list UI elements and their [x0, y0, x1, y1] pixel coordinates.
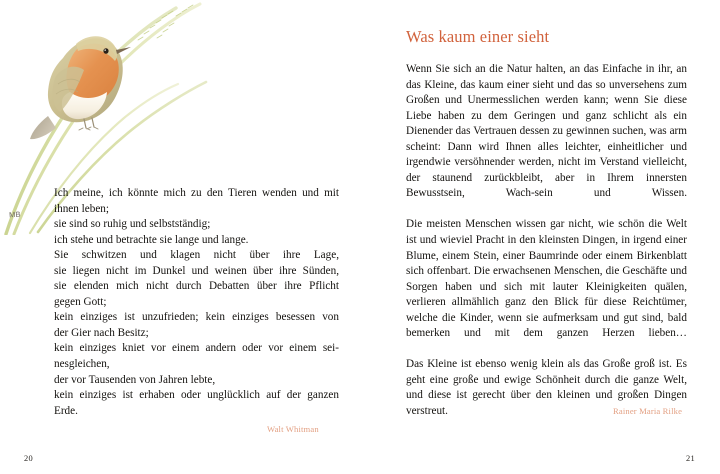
essay-paragraph: Wenn Sie sich an die Natur halten, an das Einfache in ihr, an das Kleine, das kaum einer sieht und das so unversehens zum Großen und Unermesslichen werden kann; wenn Sie diese Liebe haben zu dem Geringen und ganz schlicht als ein Dienender das Vertrauen dessen zu gewinnen suchen, was arm scheint: Dann wird Ihnen alles leichter, einheitlicher und irgendwie versöhnender werden, nicht im Verstand vielleicht, der staunend zurückbleibt, aber in Ihrem innersten Bewusstsein, Wach-sein und Wissen. [406, 63, 687, 200]
page-number-left: 20 [24, 454, 33, 463]
poem-line: gegen Gott; [54, 295, 107, 308]
poem-line: Erde. [54, 404, 78, 417]
robin-bird [30, 36, 131, 139]
poem-line: ihnen leben; [54, 202, 109, 215]
artist-signature: MB [8, 209, 21, 220]
essay-body [406, 62, 687, 435]
page-title: Was kaum einer sieht [406, 27, 550, 46]
page-number-right: 21 [686, 454, 695, 463]
poem-line: sie sind so ruhig und selbstständig; [54, 218, 211, 231]
poem-line: kein einziges ist unzufrieden; kein einziges besessen von [54, 311, 339, 324]
poem-line: nesgleichen, [54, 358, 110, 371]
poem-block [54, 186, 339, 419]
poem-line: sie liegen nicht im Dunkel und weinen über ihre Sünden, [54, 264, 339, 277]
attribution-rainer-maria-rilke: Rainer Maria Rilke [613, 406, 683, 416]
attribution-walt-whitman: Walt Whitman [267, 424, 319, 434]
poem-line: kein einziges kniet vor einem andern oder vor einem sei- [54, 342, 339, 355]
essay-paragraph: Das Kleine ist ebenso wenig klein als das Große groß ist. Es geht eine große und ewige Schönheit durch die ganze Welt, und diese ist gerecht über den kleinen und großen Dingen verstreut. [406, 358, 687, 418]
poem-line: kein einziges ist erhaben oder unglücklich auf der ganzen [54, 389, 339, 402]
essay-paragraph: Die meisten Menschen wissen gar nicht, wie schön die Welt ist und wieviel Pracht in den kleinsten Dingen, in irgend einer Blume, einem Stein, einer Baumrinde oder einem Birkenblatt sich offenbart. Die erwachsenen Menschen, die Geschäfte und Sorgen haben und sich mit lauter Kleinigkeiten quälen, verlieren allmählich ganz den Blick für diese Reichtümer, welche die Kinder, wenn sie aufmerksam und gut sind, bald bemerken und mit dem ganzen Herzen lieben… [406, 218, 687, 340]
poem-line: sie elenden mich nicht durch Debatten über ihre Pflicht [54, 280, 339, 293]
poem-line: ich stehe und betrachte sie lange und lange. [54, 233, 249, 246]
poem-line: der Gier nach Besitz; [54, 326, 149, 339]
poem-line: Sie schwitzen und klagen nicht über ihre Lage, [54, 249, 339, 262]
poem-line: Ich meine, ich könnte mich zu den Tieren wenden und mit [54, 187, 339, 199]
poem-line: der vor Tausenden von Jahren lebte, [54, 373, 216, 386]
